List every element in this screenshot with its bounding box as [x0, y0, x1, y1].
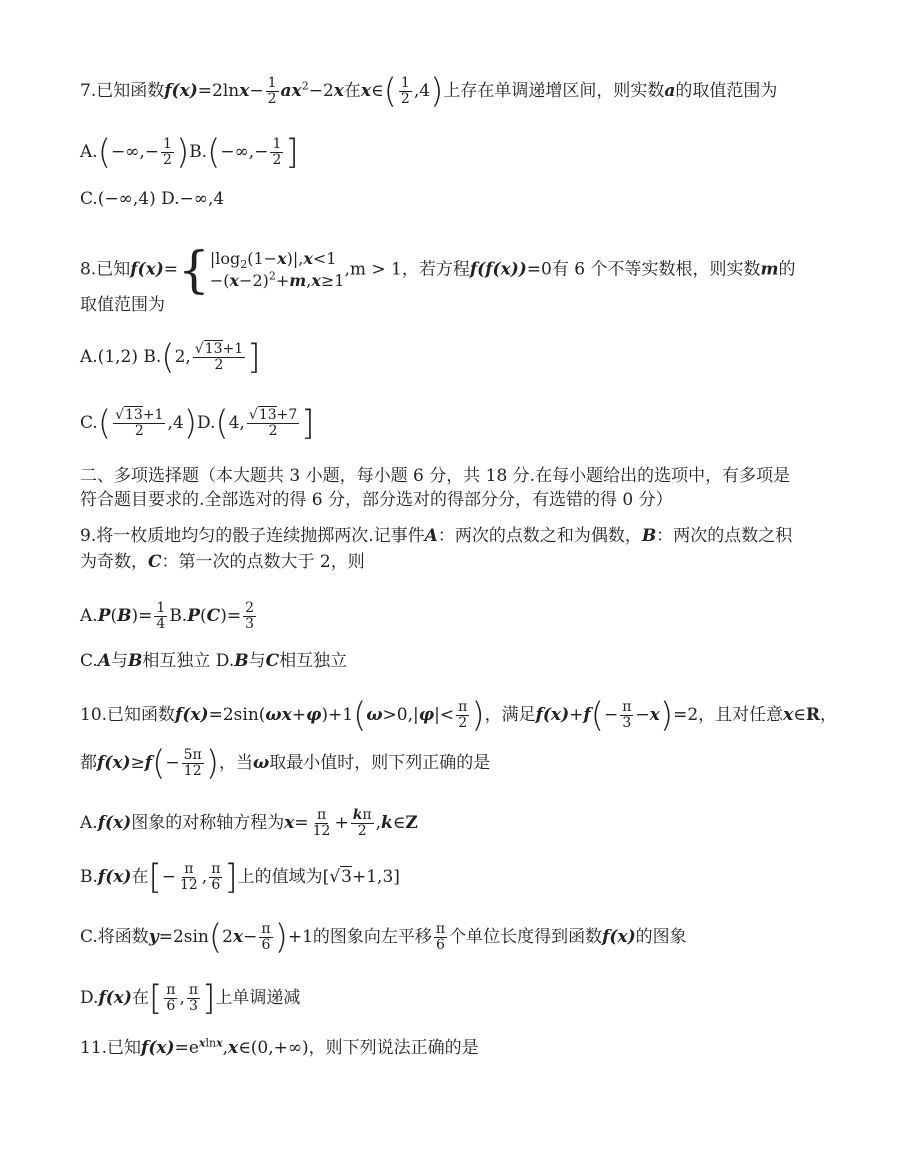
q10-stem-2: 都f(x)≥f(− $\frac{5\pi}{12}$ )，当ω取最小值时，则下列正确的是: [80, 743, 491, 784]
q9-options-ab: A.P(B)= $\frac{1}{4}$ B.P(C)= $\frac{2}{3}$: [80, 600, 254, 632]
q8-option-c: C.: [80, 413, 98, 433]
q7-option-a: A.: [80, 142, 98, 162]
q10-number: 10.: [80, 705, 108, 725]
piecewise-cases: $|\log_2(1-x)|,x<1$ $-(x-2)^2+m,x\ge 1$: [209, 249, 345, 290]
q9-stem: 9.将一枚质地均匀的骰子连续抛掷两次.记事件A：两次的点数之和为偶数，B：两次的点数之积: [80, 526, 793, 546]
q7-option-c: C.(−∞,4): [80, 189, 156, 209]
q8-stem: 8.已知f(x)={ $|\log_2(1-x)|,x<1$ $-(x-2)^2+m,x\ge 1$ ,m > 1，若方程f(f(x))=0有 6 个不等实数根，则实数m的: [80, 241, 796, 299]
q8-number: 8.: [80, 259, 97, 280]
q7-stem: 7.已知函数f(x)=2lnx− $\frac{1}{2}$ $ax^2-2x$在x∈( $\frac{1}{2}$ ,4)上存在单调递增区间，则实数a的取值范围为: [80, 71, 778, 112]
q7-number: 7.: [80, 81, 97, 101]
q11-stem: 11.已知$f(x)=e^{xlnx},x\in(0,+\infty)$，则下列说法正确的是: [80, 1036, 479, 1058]
section2-heading-2: 符合题目要求的.全部选对的得 6 分，部分选对的得部分分，有选错的得 0 分）: [80, 490, 673, 510]
q9-option-c: C.: [80, 651, 98, 671]
q8-options-cd: C.( $\frac{√13+1}{2}$ ,4)D.(4, $\frac{√13+7}{2}$ ]: [80, 403, 315, 444]
q8-option-a: A.(1,2): [80, 347, 138, 367]
q10-option-d: D.f(x)在[ $\frac{\pi}{6}$ , $\frac{\pi}{3}$ ]上单调递减: [80, 978, 301, 1019]
frac-half: $\frac{1}{2}$: [267, 75, 277, 107]
q10-stem: 10.已知函数f(x)=2sin(ωx+φ)+1(ω>0,|φ|< $\frac{\pi}{2}$ )，满足f(x)+f(− $\frac{\pi}{3}$ −x)=2，且对任意x∈R，: [80, 695, 838, 736]
q7-option-d: D.−∞,4: [161, 189, 225, 209]
q10-option-a: A.f(x)图象的对称轴方程为x= $\frac{\pi}{12}$ + $\frac{k\pi}{2}$ ,k∈Z: [80, 807, 418, 839]
q7-options-ab: A.(−∞,− $\frac{1}{2}$ )B.(−∞,− $\frac{1}{2}$ ]: [80, 132, 299, 173]
q11-number: 11.: [80, 1038, 108, 1058]
q10-option-b: B.f(x)在[− $\frac{\pi}{12}$ , $\frac{\pi}{6}$ ]上的值域为[√3+1,3]: [80, 857, 400, 898]
q9-option-a: A.: [80, 606, 98, 626]
q8-options-ab: A.(1,2) B.(2, $\frac{√13+1}{2}$ ]: [80, 337, 261, 378]
q7-option-b: B.: [189, 142, 208, 162]
q7-fx: f(x): [164, 81, 198, 101]
q8-stem-2: 取值范围为: [80, 295, 165, 315]
q9-option-d: D.: [215, 651, 235, 671]
q9-stem-2: 为奇数，C：第一次的点数大于 2，则: [80, 552, 365, 572]
q7-text: 已知函数: [96, 81, 165, 101]
q9-options-cd: C.A与B相互独立 D.B与C相互独立: [80, 651, 348, 671]
q10-option-c: C.将函数y=2sin(2x− $\frac{\pi}{6}$ )+1的图象向左平移 $\frac{\pi}{6}$ 个单位长度得到函数f(x)的图象: [80, 917, 687, 958]
q9-option-b: B.: [169, 606, 188, 626]
q7-options-cd: [80, 187, 224, 211]
section2-heading: 二、多项选择题（本大题共 3 小题，每小题 6 分，共 18 分.在每小题给出的选项中，有多项是: [80, 466, 791, 486]
q8-option-b: B.: [143, 347, 162, 367]
q8-option-d: D.: [196, 413, 216, 433]
